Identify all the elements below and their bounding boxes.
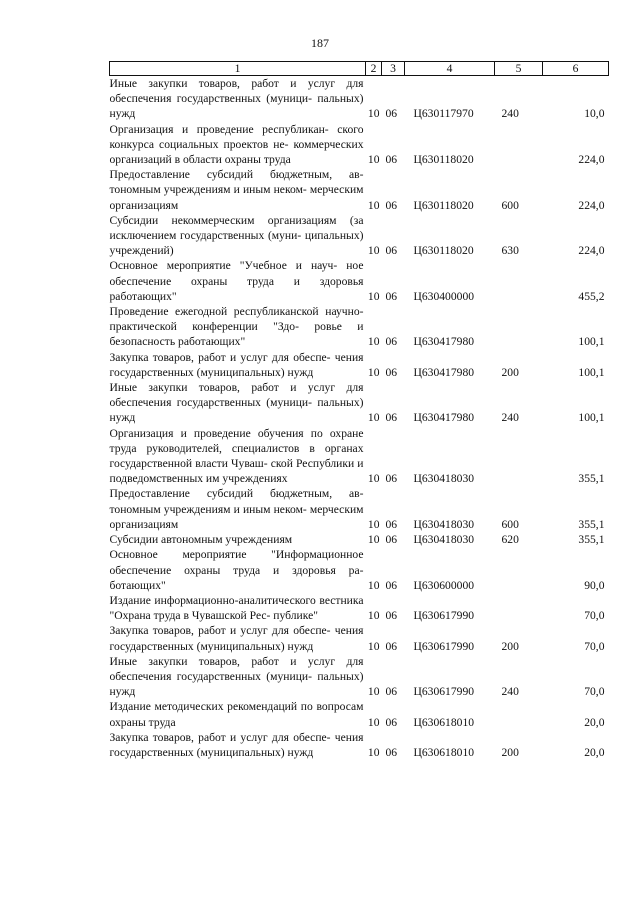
description-line: обеспечения государственных (муници- [109,669,312,683]
row-code-section: 10 [367,533,380,547]
table-row [110,350,609,380]
row-code-section: 10 [367,411,380,425]
row-code-section: 10 [367,609,380,623]
row-description [110,426,366,487]
row-code-section: 10 [367,244,380,258]
row-code-subsection: 06 [385,153,398,167]
description-line: Организация и проведение обучения по [109,426,323,440]
row-description [110,486,366,532]
description-line: работающих" [109,289,177,303]
description-line: Субсидии автономным учреждениям [109,533,293,547]
row-code-target: Ц630118020 [413,198,474,212]
table-row [110,213,609,259]
row-description [110,380,366,426]
row-code-subsection: 06 [385,685,398,699]
row-code-expense-type [495,258,543,304]
row-amount: 355,1 [578,472,605,486]
row-code-expense-type: 600 [501,517,519,531]
header-col-3: 3 [382,62,405,76]
page-number: 187 [311,36,329,50]
row-code-subsection: 06 [385,578,398,592]
description-line: Иные закупки товаров, работ и услуг для [109,381,364,395]
row-description [110,76,366,122]
description-line: чения государственных (муниципальных) [109,730,364,759]
description-line: Иные закупки товаров, работ и услуг для [109,77,364,90]
row-amount: 355,1 [578,517,605,531]
row-amount: 100,1 [578,365,605,379]
row-code-target: Ц630417980 [413,335,475,349]
row-amount: 100,1 [578,411,605,425]
row-code-subsection: 06 [385,411,398,425]
table-row [110,486,609,532]
row-code-section: 10 [367,365,380,379]
row-description [110,213,366,259]
description-line: обеспечения государственных (муници- [109,396,312,410]
row-code-expense-type [495,304,543,350]
row-amount: 455,2 [578,289,605,303]
table-row [110,547,609,593]
row-code-subsection: 06 [385,745,398,759]
description-line: Предоставление субсидий бюджетным, ав- [109,487,364,501]
description-line: чения государственных (муниципальных) [109,350,364,379]
description-line: ского конкурса социальных проектов не- [109,122,364,151]
row-code-target: Ц630617990 [413,609,475,623]
row-code-target: Ц630618010 [413,745,475,759]
description-line: ботающих" [109,578,166,592]
row-code-target: Ц630418030 [413,517,475,531]
description-line: охраны труда [224,153,291,167]
row-description [110,593,366,623]
row-description [110,654,366,700]
row-amount: 70,0 [584,609,605,623]
table-row [110,730,609,760]
row-amount: 224,0 [578,244,605,258]
row-code-section: 10 [367,153,380,167]
row-description [110,122,366,168]
description-line: Основное мероприятие "Информационное [109,548,364,562]
row-code-target: Ц630617990 [413,685,475,699]
row-code-target: Ц630617990 [413,639,475,653]
description-line: чения государственных (муниципальных) [109,624,364,653]
description-line: тономным учреждениям и иным неком- [109,183,307,197]
description-line: нужд [287,745,314,759]
row-amount: 20,0 [584,745,605,759]
row-amount: 70,0 [584,685,605,699]
description-line: пальных) нужд [109,669,364,699]
table-row [110,304,609,350]
description-line: учреждениях [222,472,288,486]
row-code-target: Ц630417980 [413,411,475,425]
row-code-subsection: 06 [385,472,398,486]
row-code-expense-type: 200 [501,365,519,379]
description-line: в органах государственной власти Чуваш- [109,441,364,471]
description-line: ской Республики и подведомственных им [109,457,364,486]
row-code-target: Ц630618010 [413,715,475,729]
row-code-section: 10 [367,107,380,121]
row-code-section: 10 [367,472,380,486]
row-description [110,699,366,729]
description-line: мерческим организациям [109,502,364,531]
description-line: ровье и безопасность работающих" [109,320,364,349]
description-line: Организация и проведение республикан- [109,122,329,136]
row-description [110,532,366,547]
row-code-expense-type [495,699,543,729]
row-code-subsection: 06 [385,517,398,531]
row-code-section: 10 [367,578,380,592]
row-code-subsection: 06 [385,335,398,349]
row-code-target: Ц630418030 [413,472,475,486]
row-description [110,258,366,304]
row-code-subsection: 06 [385,198,398,212]
description-line: обеспечения государственных (муници- [109,92,312,106]
row-code-expense-type: 630 [501,244,519,258]
description-line: коммерческих организаций в области [109,137,364,167]
row-code-target: Ц630117970 [413,107,474,121]
description-line: (за исключением государственных (муни- [109,213,364,243]
row-code-expense-type: 200 [501,639,519,653]
description-line: Закупка товаров, работ и услуг для обеспе- [109,624,331,638]
row-description [110,304,366,350]
description-line: мерческим организациям [109,183,364,212]
row-code-expense-type [495,593,543,623]
row-code-subsection: 06 [385,609,398,623]
row-code-expense-type: 240 [501,411,519,425]
row-code-subsection: 06 [385,289,398,303]
row-code-section: 10 [367,198,380,212]
row-code-section: 10 [367,639,380,653]
header-row [110,62,609,76]
row-description [110,730,366,760]
description-line: ное обеспечение охраны труда и здоровья [109,259,364,288]
row-code-subsection: 06 [385,715,398,729]
description-line: ципальных) учреждений) [109,229,364,258]
row-code-subsection: 06 [385,107,398,121]
row-amount: 224,0 [578,198,605,212]
header-col-1: 1 [110,62,366,76]
description-line: пальных) нужд [109,92,364,121]
row-code-subsection: 06 [385,639,398,653]
row-amount: 355,1 [578,533,605,547]
row-code-subsection: 06 [385,365,398,379]
header-col-2: 2 [366,62,382,76]
header-col-5: 5 [495,62,543,76]
description-line: охране труда руководителей, специалистов [109,426,364,455]
row-amount: 70,0 [584,639,605,653]
row-code-expense-type: 240 [501,685,519,699]
row-code-section: 10 [367,685,380,699]
description-line: пальных) нужд [109,396,364,425]
description-line: Издание информационно-аналитического [109,593,316,607]
row-amount: 100,1 [578,335,605,349]
row-code-target: Ц630417980 [413,365,475,379]
row-description [110,167,366,213]
table-row [110,699,609,729]
row-code-target: Ц630418030 [413,533,475,547]
table-row [110,380,609,426]
row-description [110,623,366,653]
header-col-4: 4 [405,62,495,76]
table-row [110,258,609,304]
row-amount: 224,0 [578,153,605,167]
description-line: тономным учреждениям и иным неком- [109,502,307,516]
row-code-subsection: 06 [385,244,398,258]
table-body [110,76,609,761]
row-code-section: 10 [367,335,380,349]
row-code-expense-type: 240 [501,107,519,121]
row-code-expense-type [495,547,543,593]
header-col-6: 6 [543,62,609,76]
row-code-section: 10 [367,745,380,759]
row-code-expense-type: 600 [501,198,519,212]
description-line: нужд [287,639,314,653]
description-line: вопросам охраны труда [109,700,364,729]
row-description [110,350,366,380]
row-code-section: 10 [367,715,380,729]
description-line: Проведение ежегодной республиканской [109,305,319,319]
table-row [110,593,609,623]
row-code-expense-type: 200 [501,745,519,759]
description-line: Основное мероприятие "Учебное и науч- [109,259,338,273]
table-row [110,122,609,168]
description-line: обеспечение охраны труда и здоровья ра- [109,563,364,577]
table-row [110,623,609,653]
row-amount: 20,0 [584,715,605,729]
table-row [110,654,609,700]
row-code-expense-type [495,426,543,487]
description-line: Закупка товаров, работ и услуг для обеспе- [109,350,331,364]
row-amount: 10,0 [584,107,605,121]
description-line: вестника "Охрана труда в Чувашской Рес- [109,593,364,623]
description-line: Субсидии некоммерческим организациям [109,213,337,227]
description-line: Предоставление субсидий бюджетным, ав- [109,168,364,182]
description-line: научно-практической конференции "Здо- [109,305,364,334]
row-code-target: Ц630400000 [413,289,475,303]
row-code-expense-type [495,122,543,168]
table-header [110,62,609,76]
table-row [110,532,609,547]
row-code-expense-type: 620 [501,533,519,547]
table-row [110,76,609,122]
row-code-target: Ц630600000 [413,578,475,592]
row-description [110,547,366,593]
description-line: нужд [287,365,314,379]
row-code-section: 10 [367,517,380,531]
row-code-target: Ц630118020 [413,244,474,258]
description-line: публике" [273,609,318,623]
description-line: Иные закупки товаров, работ и услуг для [109,654,364,668]
description-line: Закупка товаров, работ и услуг для обеспе- [109,730,331,744]
row-amount: 90,0 [584,578,605,592]
row-code-section: 10 [367,289,380,303]
description-line: Издание методических рекомендаций по [109,700,313,714]
row-code-subsection: 06 [385,533,398,547]
table-row [110,426,609,487]
table-row [110,167,609,213]
budget-table [109,61,609,760]
row-code-target: Ц630118020 [413,153,474,167]
